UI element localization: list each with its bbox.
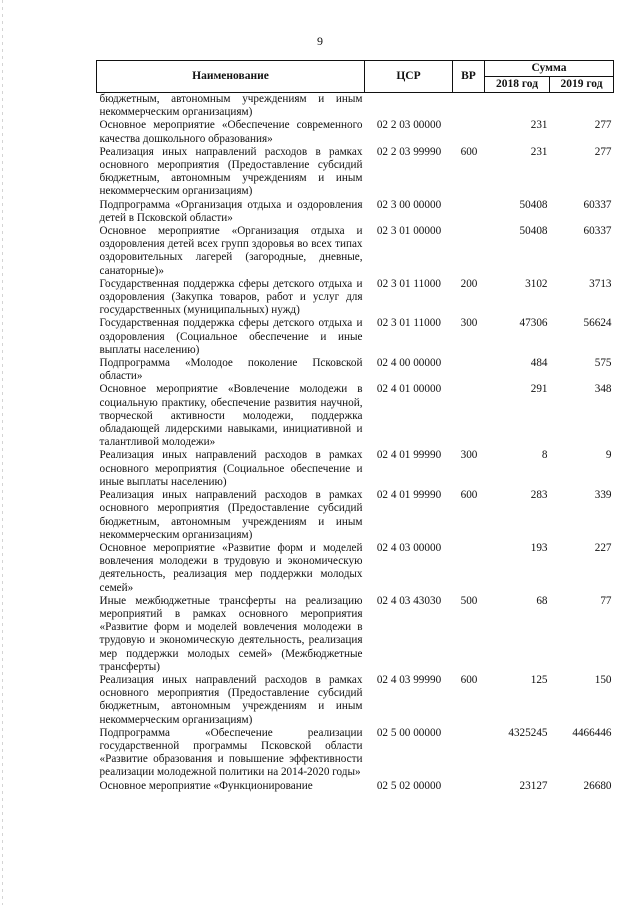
table-header (97, 61, 614, 93)
table-row (97, 278, 614, 318)
row-name: Подпрограмма «Молодое поколение Псковской области» (99, 357, 363, 383)
row-name: Основное мероприятие «Развитие форм и моделей вовлечения молодежи в трудовую и экономическую деятельность, реализация мер поддержки молодых семей» (99, 541, 363, 594)
row-name: бюджетным, автономным учреждениям и иным некоммерческим организациям) (99, 93, 363, 119)
row-amount-2018: 4325245 (508, 726, 548, 739)
row-vr-code (453, 542, 485, 595)
row-vr-code: 300 (460, 449, 478, 462)
header-name: Наименование (97, 61, 365, 93)
row-amount-2019: 227 (594, 541, 612, 554)
row-vr-code (453, 727, 485, 780)
row-name: Основное мероприятие «Организация отдыха и оздоровления детей всех групп здоровья во всех типах оздоровительных лагерей (загородные, дневные, санаторные)» (99, 225, 363, 277)
row-name: Подпрограмма «Обеспечение реализации государственной программы Псковской области «Развитие образования и повышение эффективности реализации молодежной политики на 2014-2020 годы» (99, 726, 363, 779)
row-name: Подпрограмма «Организация отдыха и оздоровления детей в Псковской области» (99, 198, 363, 224)
row-csr-code: 02 5 00 00000 (376, 726, 442, 739)
budget-table (96, 60, 614, 793)
row-csr-code: 02 4 01 00000 (376, 383, 442, 396)
row-amount-2019: 277 (594, 119, 612, 132)
row-amount-2019: 4466446 (572, 726, 612, 739)
row-vr-code (453, 199, 485, 225)
row-csr-code: 02 3 01 11000 (377, 277, 441, 290)
table-body (97, 93, 614, 793)
row-csr-code: 02 3 00 00000 (376, 198, 442, 211)
row-vr-code (453, 780, 485, 793)
row-vr-code (453, 357, 485, 383)
row-amount-2018: 23127 (519, 779, 548, 792)
row-csr-code: 02 4 01 99990 (376, 489, 442, 502)
row-amount-2019: 348 (594, 383, 612, 396)
row-name: Основное мероприятие «Функционирование (99, 779, 313, 792)
table-row (97, 489, 614, 542)
row-amount-2019: 575 (594, 357, 612, 370)
row-csr-code: 02 4 03 43030 (376, 594, 442, 607)
row-amount-2018: 231 (530, 119, 548, 132)
row-amount-2019: 339 (594, 489, 612, 502)
row-vr-code (453, 383, 485, 449)
row-name: Реализация иных направлений расходов в рамках основного мероприятия (Предоставление субсидий бюджетным, автономным учреждениям и иным некоммерческим организациям) (99, 489, 363, 541)
row-name: Основное мероприятие «Вовлечение молодежи в социальную практику, обеспечение развития научной, творческой активности молодежи, поддержка обладающей лидерскими навыками, инициативной и талантливой молодежи» (99, 383, 363, 449)
row-csr-code: 02 2 03 00000 (376, 119, 442, 132)
row-amount-2018: 3102 (525, 277, 548, 290)
row-amount-2018: 47306 (519, 317, 548, 330)
row-vr-code: 200 (460, 277, 478, 290)
row-amount-2018: 8 (541, 449, 548, 462)
row-vr-code (453, 93, 485, 120)
row-csr-code: 02 5 02 00000 (376, 779, 442, 792)
table-row (97, 449, 614, 489)
row-csr-code: 02 2 03 99990 (376, 145, 442, 158)
row-csr-code: 02 3 01 00000 (376, 225, 442, 238)
row-name: Реализация иных направлений расходов в рамках основного мероприятия (Предоставление субсидий бюджетным, автономным учреждениям и иным некоммерческим организациям) (99, 673, 363, 726)
row-amount-2018: 50408 (519, 198, 548, 211)
row-amount-2019: 26680 (583, 779, 612, 792)
row-amount-2019: 150 (594, 673, 612, 686)
table-row (97, 357, 614, 383)
scan-edge-artifact (2, 0, 3, 905)
row-amount-2018: 50408 (519, 225, 548, 238)
header-year-2019: 2019 год (550, 77, 614, 93)
row-csr-code: 02 4 01 99990 (376, 449, 442, 462)
row-csr-code: 02 4 03 00000 (376, 541, 442, 554)
row-vr-code: 300 (460, 317, 478, 330)
table-row (97, 542, 614, 595)
row-amount-2018: 125 (530, 673, 548, 686)
row-csr-code: 02 3 01 11000 (377, 317, 441, 330)
table-row (97, 199, 614, 225)
row-vr-code (453, 225, 485, 278)
header-sum: Сумма (485, 61, 614, 77)
row-amount-2018 (485, 93, 550, 120)
row-amount-2018: 484 (530, 357, 548, 370)
header-csr: ЦСР (365, 61, 453, 93)
row-vr-code: 600 (460, 489, 478, 502)
page-number: 9 (317, 34, 323, 48)
table-row (97, 146, 614, 199)
header-vr: ВР (453, 61, 485, 93)
table-row (97, 595, 614, 674)
row-amount-2019: 60337 (583, 198, 612, 211)
row-amount-2018: 68 (536, 594, 548, 607)
row-name: Государственная поддержка сферы детского отдыха и оздоровления (Закупка товаров, работ и услуг для государственных (муниципальных) нужд) (99, 277, 363, 317)
row-csr-code (365, 93, 453, 120)
table-row (97, 383, 614, 449)
table-row (97, 225, 614, 278)
table-row (97, 317, 614, 357)
row-vr-code: 500 (460, 594, 478, 607)
row-vr-code: 600 (460, 673, 478, 686)
row-amount-2019: 3713 (589, 277, 612, 290)
row-amount-2019: 56624 (583, 317, 612, 330)
row-vr-code (453, 119, 485, 145)
row-name: Реализация иных направлений расходов в рамках основного мероприятия (Предоставление субсидий бюджетным, автономным учреждениям и иным некоммерческим организациям) (99, 145, 363, 198)
row-vr-code: 600 (460, 145, 478, 158)
row-amount-2018: 193 (530, 541, 548, 554)
row-name: Иные межбюджетные трансферты на реализацию мероприятий в рамках основного мероприятия «Развитие форм и моделей вовлечения молодежи в трудовую и экономическую деятельность, реализация мер поддержки молодых семей» (Межбюджетные трансферты) (99, 594, 363, 673)
row-amount-2019: 9 (605, 449, 612, 462)
row-amount-2019 (550, 93, 614, 120)
header-year-2018: 2018 год (485, 77, 550, 93)
row-amount-2019: 60337 (583, 225, 612, 238)
row-name: Реализация иных направлений расходов в рамках основного мероприятия (Социальное обеспечение и иные выплаты населению) (99, 449, 363, 488)
table-row (97, 727, 614, 780)
table-row (97, 119, 614, 145)
table-row (97, 93, 614, 120)
row-amount-2018: 291 (530, 383, 548, 396)
row-amount-2018: 283 (530, 489, 548, 502)
table-row (97, 780, 614, 793)
row-name: Государственная поддержка сферы детского отдыха и оздоровления (Социальное обеспечение и иные выплаты населению) (99, 317, 363, 356)
row-amount-2019: 77 (600, 594, 612, 607)
row-csr-code: 02 4 03 99990 (376, 673, 442, 686)
row-name: Основное мероприятие «Обеспечение современного качества дошкольного образования» (99, 119, 363, 145)
row-csr-code: 02 4 00 00000 (376, 357, 442, 370)
table-row (97, 674, 614, 727)
row-amount-2019: 277 (594, 145, 612, 158)
row-amount-2018: 231 (530, 145, 548, 158)
